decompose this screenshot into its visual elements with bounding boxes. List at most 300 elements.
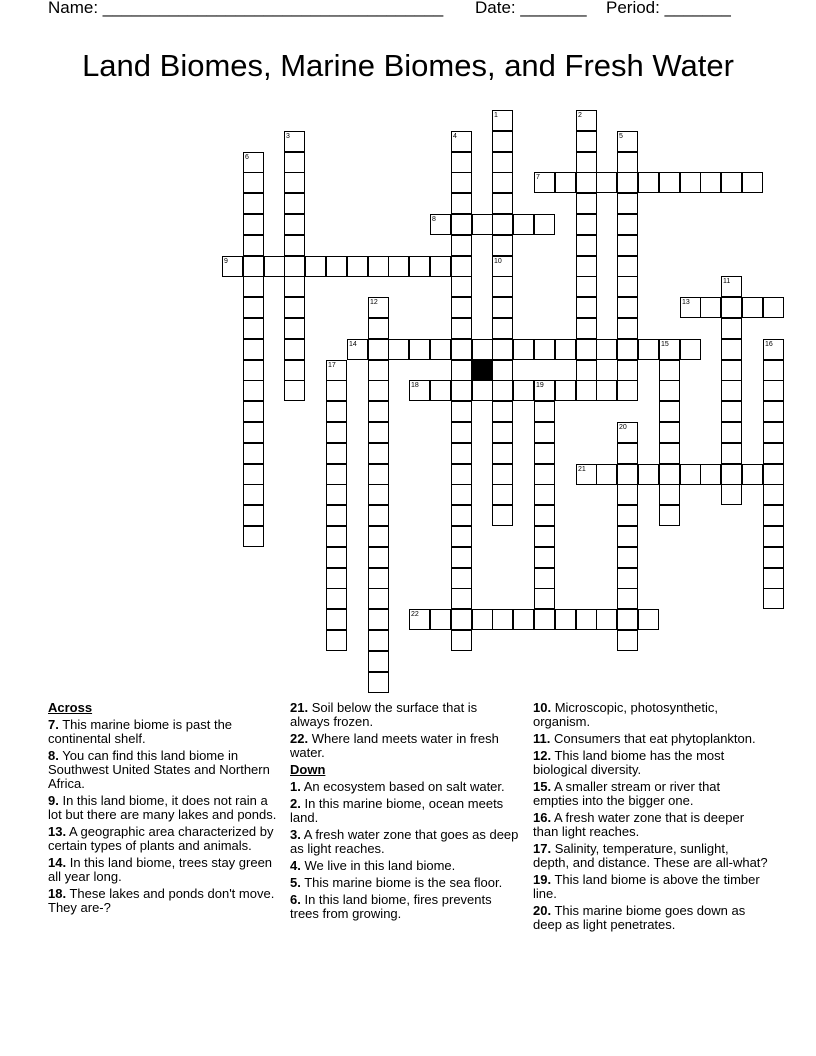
crossword-cell[interactable] [617, 318, 638, 339]
crossword-cell[interactable] [388, 256, 409, 277]
crossword-cell[interactable] [451, 505, 472, 526]
crossword-cell[interactable] [243, 172, 264, 193]
crossword-cell[interactable] [451, 401, 472, 422]
crossword-cell[interactable] [534, 484, 555, 505]
crossword-cell[interactable] [721, 443, 742, 464]
crossword-cell[interactable] [742, 172, 763, 193]
crossword-cell[interactable] [534, 568, 555, 589]
crossword-cell[interactable] [451, 526, 472, 547]
clue-number: 22 [411, 611, 419, 618]
crossword-cell[interactable] [617, 380, 638, 401]
crossword-cell[interactable] [243, 193, 264, 214]
crossword-cell[interactable] [576, 152, 597, 173]
crossword-cell[interactable] [284, 360, 305, 381]
crossword-cell[interactable] [368, 443, 389, 464]
crossword-cell[interactable] [576, 256, 597, 277]
crossword-cell[interactable] [576, 380, 597, 401]
crossword-cell[interactable] [763, 360, 784, 381]
crossword-cell[interactable] [763, 422, 784, 443]
crossword-cell[interactable] [326, 443, 347, 464]
crossword-cell[interactable] [721, 276, 742, 297]
crossword-cell[interactable] [284, 235, 305, 256]
clue-across-18: 18. These lakes and ponds don't move. They are-? [48, 886, 275, 915]
crossword-cell[interactable] [409, 609, 430, 630]
crossword-cell[interactable] [492, 484, 513, 505]
clue-number: 8 [432, 216, 436, 223]
crossword-cell[interactable] [638, 464, 659, 485]
clue-down-16: 16. A fresh water zone that is deeper than light reaches. [533, 810, 745, 839]
crossword-cell[interactable] [451, 235, 472, 256]
crossword-cell[interactable] [534, 380, 555, 401]
crossword-cell[interactable] [492, 276, 513, 297]
crossword-cell[interactable] [492, 297, 513, 318]
crossword-cell[interactable] [451, 193, 472, 214]
crossword-cell[interactable] [513, 609, 534, 630]
crossword-cell[interactable] [451, 380, 472, 401]
crossword-cell[interactable] [492, 214, 513, 235]
crossword-cell[interactable] [721, 422, 742, 443]
crossword-cell[interactable] [763, 526, 784, 547]
clue-number: 7 [536, 174, 540, 181]
crossword-cell[interactable] [534, 547, 555, 568]
crossword-cell[interactable] [617, 256, 638, 277]
crossword-cell[interactable] [659, 484, 680, 505]
crossword-cell[interactable] [368, 360, 389, 381]
crossword-cell[interactable] [451, 484, 472, 505]
crossword-cell[interactable] [617, 172, 638, 193]
crossword-cell[interactable] [721, 464, 742, 485]
crossword-cell[interactable] [534, 401, 555, 422]
crossword-cell[interactable] [617, 443, 638, 464]
crossword-cell[interactable] [326, 609, 347, 630]
crossword-cell[interactable] [617, 464, 638, 485]
crossword-cell[interactable] [576, 609, 597, 630]
clue-down-17: 17. Salinity, temperature, sunlight, depth, and distance. These are all-what? [533, 841, 768, 870]
crossword-cell[interactable] [534, 422, 555, 443]
crossword-cell[interactable] [243, 484, 264, 505]
crossword-cell[interactable] [243, 152, 264, 173]
crossword-cell[interactable] [368, 339, 389, 360]
crossword-cell[interactable] [763, 339, 784, 360]
crossword-cell[interactable] [492, 339, 513, 360]
crossword-cell[interactable] [763, 568, 784, 589]
crossword-cell[interactable] [763, 443, 784, 464]
crossword-cell[interactable] [451, 609, 472, 630]
crossword-cell[interactable] [284, 131, 305, 152]
clue-number: 17 [328, 362, 336, 369]
crossword-cell[interactable] [700, 172, 721, 193]
crossword-cell[interactable] [659, 360, 680, 381]
crossword-cell[interactable] [555, 339, 576, 360]
crossword-cell[interactable] [368, 651, 389, 672]
crossword-cell[interactable] [596, 464, 617, 485]
crossword-cell[interactable] [576, 464, 597, 485]
crossword-cell[interactable] [721, 172, 742, 193]
crossword-cell[interactable] [326, 256, 347, 277]
crossword-cell[interactable] [326, 568, 347, 589]
crossword-cell[interactable] [534, 588, 555, 609]
crossword-cell[interactable] [576, 297, 597, 318]
crossword-cell[interactable] [721, 318, 742, 339]
crossword-cell[interactable] [472, 339, 493, 360]
clue-number: 11 [723, 278, 731, 285]
crossword-cell[interactable] [368, 318, 389, 339]
crossword-cell[interactable] [659, 339, 680, 360]
crossword-cell[interactable] [513, 380, 534, 401]
crossword-cell[interactable] [368, 401, 389, 422]
crossword-cell[interactable] [243, 297, 264, 318]
crossword-cell[interactable] [492, 131, 513, 152]
crossword-cell[interactable] [617, 339, 638, 360]
crossword-cell[interactable] [596, 609, 617, 630]
crossword-cell[interactable] [700, 464, 721, 485]
crossword-cell[interactable] [492, 152, 513, 173]
crossword-cell[interactable] [617, 235, 638, 256]
clue-number: 21 [578, 466, 586, 473]
crossword-cell[interactable] [576, 276, 597, 297]
crossword-cell[interactable] [451, 172, 472, 193]
crossword-cell[interactable] [451, 152, 472, 173]
crossword-cell[interactable] [721, 339, 742, 360]
crossword-cell[interactable] [368, 568, 389, 589]
crossword-cell[interactable] [284, 193, 305, 214]
crossword-cell[interactable] [451, 214, 472, 235]
crossword-cell[interactable] [617, 131, 638, 152]
crossword-cell[interactable] [451, 276, 472, 297]
crossword-cell[interactable] [680, 172, 701, 193]
clue-number: 2 [578, 112, 582, 119]
crossword-cell[interactable] [617, 484, 638, 505]
crossword-cell[interactable] [763, 588, 784, 609]
crossword-cell[interactable] [492, 256, 513, 277]
crossword-cell[interactable] [680, 339, 701, 360]
clue-number: 14 [349, 341, 357, 348]
crossword-cell[interactable] [326, 505, 347, 526]
crossword-cell[interactable] [513, 339, 534, 360]
crossword-cell[interactable] [430, 256, 451, 277]
crossword-cell[interactable] [326, 484, 347, 505]
clue-number: 18 [411, 382, 419, 389]
crossword-cell[interactable] [721, 380, 742, 401]
crossword-cell[interactable] [617, 152, 638, 173]
crossword-cell[interactable] [742, 297, 763, 318]
clue-number: 3 [286, 133, 290, 140]
crossword-cell[interactable] [492, 193, 513, 214]
crossword-cell[interactable] [617, 214, 638, 235]
crossword-cell[interactable] [492, 422, 513, 443]
crossword-cell[interactable] [659, 401, 680, 422]
crossword-cell[interactable] [555, 609, 576, 630]
clue-down-19: 19. This land biome is above the timber line. [533, 872, 760, 901]
crossword-cell[interactable] [721, 297, 742, 318]
crossword-cell[interactable] [534, 609, 555, 630]
clue-down-20: 20. This marine biome goes down as deep as light penetrates. [533, 903, 746, 932]
crossword-cell[interactable] [576, 360, 597, 381]
crossword-cell[interactable] [763, 547, 784, 568]
crossword-cell[interactable] [430, 609, 451, 630]
crossword-cell[interactable] [243, 443, 264, 464]
crossword-cell[interactable] [700, 297, 721, 318]
clues-column-1 [48, 701, 278, 918]
crossword-cell[interactable] [596, 380, 617, 401]
clue-down-11: 11. Consumers that eat phytoplankton. [533, 731, 756, 746]
crossword-cell[interactable] [659, 172, 680, 193]
crossword-cell[interactable] [576, 318, 597, 339]
crossword-cell[interactable] [243, 318, 264, 339]
crossword-cell[interactable] [763, 484, 784, 505]
crossword-cell[interactable] [409, 256, 430, 277]
crossword-cell[interactable] [264, 256, 285, 277]
crossword-cell[interactable] [368, 526, 389, 547]
crossword-cell[interactable] [326, 547, 347, 568]
crossword-cell[interactable] [451, 256, 472, 277]
crossword-cell[interactable] [576, 131, 597, 152]
crossword-cell[interactable] [492, 318, 513, 339]
crossword-cell[interactable] [326, 588, 347, 609]
crossword-cell[interactable] [617, 588, 638, 609]
crossword-cell[interactable] [617, 297, 638, 318]
crossword-cell[interactable] [368, 588, 389, 609]
date-field[interactable]: Date: _______ [475, 0, 587, 17]
period-field[interactable]: Period: _______ [606, 0, 731, 17]
crossword-cell[interactable] [763, 401, 784, 422]
clue-across-8: 8. You can find this land biome in Southwest United States and Northern Africa. [48, 748, 270, 791]
crossword-cell[interactable] [368, 380, 389, 401]
crossword-cell[interactable] [763, 505, 784, 526]
clue-down-15: 15. A smaller stream or river that empties into the bigger one. [533, 779, 721, 808]
crossword-cell[interactable] [243, 360, 264, 381]
crossword-cell[interactable] [430, 339, 451, 360]
crossword-cell[interactable] [472, 609, 493, 630]
crossword-cell[interactable] [680, 297, 701, 318]
clue-number: 13 [682, 299, 690, 306]
crossword-cell[interactable] [763, 380, 784, 401]
crossword-cell[interactable] [638, 339, 659, 360]
name-field[interactable]: Name: ____________________________________ [48, 0, 444, 17]
crossword-cell[interactable] [638, 172, 659, 193]
crossword-cell[interactable] [243, 235, 264, 256]
crossword-cell[interactable] [576, 110, 597, 131]
clue-number: 19 [536, 382, 544, 389]
clue-number: 6 [245, 154, 249, 161]
crossword-cell[interactable] [326, 360, 347, 381]
crossword-cell[interactable] [368, 484, 389, 505]
crossword-cell[interactable] [409, 380, 430, 401]
crossword-cell[interactable] [305, 256, 326, 277]
crossword-cell[interactable] [430, 380, 451, 401]
crossword-cell[interactable] [347, 256, 368, 277]
crossword-cell[interactable] [284, 214, 305, 235]
crossword-cell[interactable] [368, 464, 389, 485]
crossword-cell[interactable] [576, 235, 597, 256]
clue-down-4: 4. We live in this land biome. [290, 858, 456, 873]
crossword-cell[interactable] [534, 214, 555, 235]
crossword-cell[interactable] [284, 152, 305, 173]
clue-down-10: 10. Microscopic, photosynthetic, organism. [533, 700, 718, 729]
crossword-cell[interactable] [451, 339, 472, 360]
crossword-cell[interactable] [326, 401, 347, 422]
clue-number: 5 [619, 133, 623, 140]
crossword-cell[interactable] [617, 505, 638, 526]
crossword-cell[interactable] [596, 172, 617, 193]
crossword-cell[interactable] [659, 505, 680, 526]
across-heading: Across [48, 700, 93, 715]
crossword-cell[interactable] [638, 609, 659, 630]
crossword-cell[interactable] [243, 526, 264, 547]
crossword-cell[interactable] [576, 172, 597, 193]
crossword-cell[interactable] [617, 630, 638, 651]
crossword-cell[interactable] [326, 380, 347, 401]
crossword-cell[interactable] [451, 131, 472, 152]
clue-number: 15 [661, 341, 669, 348]
crossword-cell[interactable] [451, 443, 472, 464]
crossword-cell[interactable] [534, 172, 555, 193]
crossword-cell[interactable] [326, 526, 347, 547]
clues-column-2 [290, 701, 520, 924]
crossword-cell[interactable] [451, 360, 472, 381]
clue-across-7: 7. This marine biome is past the continental shelf. [48, 717, 233, 746]
clue-number: 9 [224, 258, 228, 265]
crossword-cell[interactable] [721, 360, 742, 381]
crossword-cell[interactable] [368, 505, 389, 526]
crossword-cell[interactable] [368, 609, 389, 630]
crossword-cell[interactable] [596, 339, 617, 360]
crossword-cell[interactable] [243, 401, 264, 422]
crossword-cell[interactable] [284, 318, 305, 339]
crossword-cell[interactable] [659, 422, 680, 443]
crossword-cell[interactable] [284, 297, 305, 318]
crossword-cell[interactable] [472, 214, 493, 235]
crossword-cell[interactable] [368, 297, 389, 318]
crossword-cell[interactable] [243, 214, 264, 235]
crossword-cell[interactable] [680, 464, 701, 485]
crossword-cell[interactable] [326, 422, 347, 443]
crossword-cell[interactable] [409, 339, 430, 360]
crossword-cell[interactable] [451, 422, 472, 443]
crossword-cell[interactable] [368, 672, 389, 693]
clue-number: 20 [619, 424, 627, 431]
crossword-cell[interactable] [243, 422, 264, 443]
crossword-cell[interactable] [534, 339, 555, 360]
crossword-cell[interactable] [763, 464, 784, 485]
clue-across-21: 21. Soil below the surface that is always frozen. [290, 700, 478, 729]
clue-down-3: 3. A fresh water zone that goes as deep as light reaches. [290, 827, 519, 856]
crossword-cell[interactable] [368, 547, 389, 568]
crossword-cell[interactable] [555, 172, 576, 193]
crossword-cell[interactable] [617, 526, 638, 547]
crossword-cell[interactable] [534, 443, 555, 464]
clue-down-1: 1. An ecosystem based on salt water. [290, 779, 505, 794]
crossword-cell[interactable] [492, 360, 513, 381]
clue-down-6: 6. In this land biome, fires prevents trees from growing. [290, 892, 492, 921]
crossword-cell[interactable] [492, 609, 513, 630]
crossword-cell[interactable] [284, 380, 305, 401]
clue-across-14: 14. In this land biome, trees stay green all year long. [48, 855, 273, 884]
crossword-cell[interactable] [617, 360, 638, 381]
crossword-cell[interactable] [534, 464, 555, 485]
crossword-cell[interactable] [284, 256, 305, 277]
crossword-cell[interactable] [534, 505, 555, 526]
crossword-cell[interactable] [576, 193, 597, 214]
crossword-cell[interactable] [368, 630, 389, 651]
crossword-cell[interactable] [617, 547, 638, 568]
crossword-cell[interactable] [617, 193, 638, 214]
crossword-cell[interactable] [576, 339, 597, 360]
crossword-cell[interactable] [492, 464, 513, 485]
crossword-cell[interactable] [492, 443, 513, 464]
crossword-cell[interactable] [763, 297, 784, 318]
down-heading: Down [290, 762, 326, 777]
crossword-cell[interactable] [617, 276, 638, 297]
crossword-cell[interactable] [347, 339, 368, 360]
crossword-cell[interactable] [368, 422, 389, 443]
crossword-cell[interactable] [451, 547, 472, 568]
crossword-cell[interactable] [721, 401, 742, 422]
crossword-cell[interactable] [492, 401, 513, 422]
crossword-cell[interactable] [243, 464, 264, 485]
crossword-cell[interactable] [492, 110, 513, 131]
crossword-cell[interactable] [659, 443, 680, 464]
crossword-cell[interactable] [388, 339, 409, 360]
crossword-cell[interactable] [659, 464, 680, 485]
crossword-cell[interactable] [617, 568, 638, 589]
crossword-cell[interactable] [284, 339, 305, 360]
crossword-cell[interactable] [451, 318, 472, 339]
crossword-cell[interactable] [368, 256, 389, 277]
crossword-cell[interactable] [721, 484, 742, 505]
clue-down-12: 12. This land biome has the most biological diversity. [533, 748, 725, 777]
crossword-cell[interactable] [284, 172, 305, 193]
crossword-cell[interactable] [659, 380, 680, 401]
crossword-cell[interactable] [451, 464, 472, 485]
clues-column-3 [533, 701, 768, 935]
crossword-cell[interactable] [243, 276, 264, 297]
crossword-cell[interactable] [555, 380, 576, 401]
crossword-cell[interactable] [243, 380, 264, 401]
page-title: Land Biomes, Marine Biomes, and Fresh Water [82, 48, 734, 83]
crossword-cell[interactable] [492, 380, 513, 401]
crossword-cell[interactable] [576, 214, 597, 235]
crossword-cell[interactable] [492, 172, 513, 193]
crossword-cell[interactable] [284, 276, 305, 297]
crossword-cell[interactable] [617, 609, 638, 630]
crossword-cell[interactable] [534, 526, 555, 547]
crossword-cell[interactable] [451, 588, 472, 609]
crossword-cell[interactable] [472, 380, 493, 401]
clue-number: 4 [453, 133, 457, 140]
crossword-cell[interactable] [451, 630, 472, 651]
crossword-cell[interactable] [492, 235, 513, 256]
crossword-cell[interactable] [326, 464, 347, 485]
clue-across-22: 22. Where land meets water in fresh water. [290, 731, 499, 760]
clue-number: 16 [765, 341, 773, 348]
crossword-cell[interactable] [513, 214, 534, 235]
crossword-cell[interactable] [742, 464, 763, 485]
clue-across-9: 9. In this land biome, it does not rain a lot but there are many lakes and ponds. [48, 793, 277, 822]
crossword-cell[interactable] [243, 339, 264, 360]
crossword-cell[interactable] [430, 214, 451, 235]
crossword-cell[interactable] [243, 256, 264, 277]
crossword-cell[interactable] [617, 422, 638, 443]
crossword-cell[interactable] [492, 505, 513, 526]
crossword-cell[interactable] [243, 505, 264, 526]
clue-number: 1 [494, 112, 498, 119]
crossword-cell[interactable] [451, 297, 472, 318]
clue-across-13: 13. A geographic area characterized by certain types of plants and animals. [48, 824, 274, 853]
crossword-cell[interactable] [222, 256, 243, 277]
crossword-cell[interactable] [451, 568, 472, 589]
crossword-cell[interactable] [326, 630, 347, 651]
